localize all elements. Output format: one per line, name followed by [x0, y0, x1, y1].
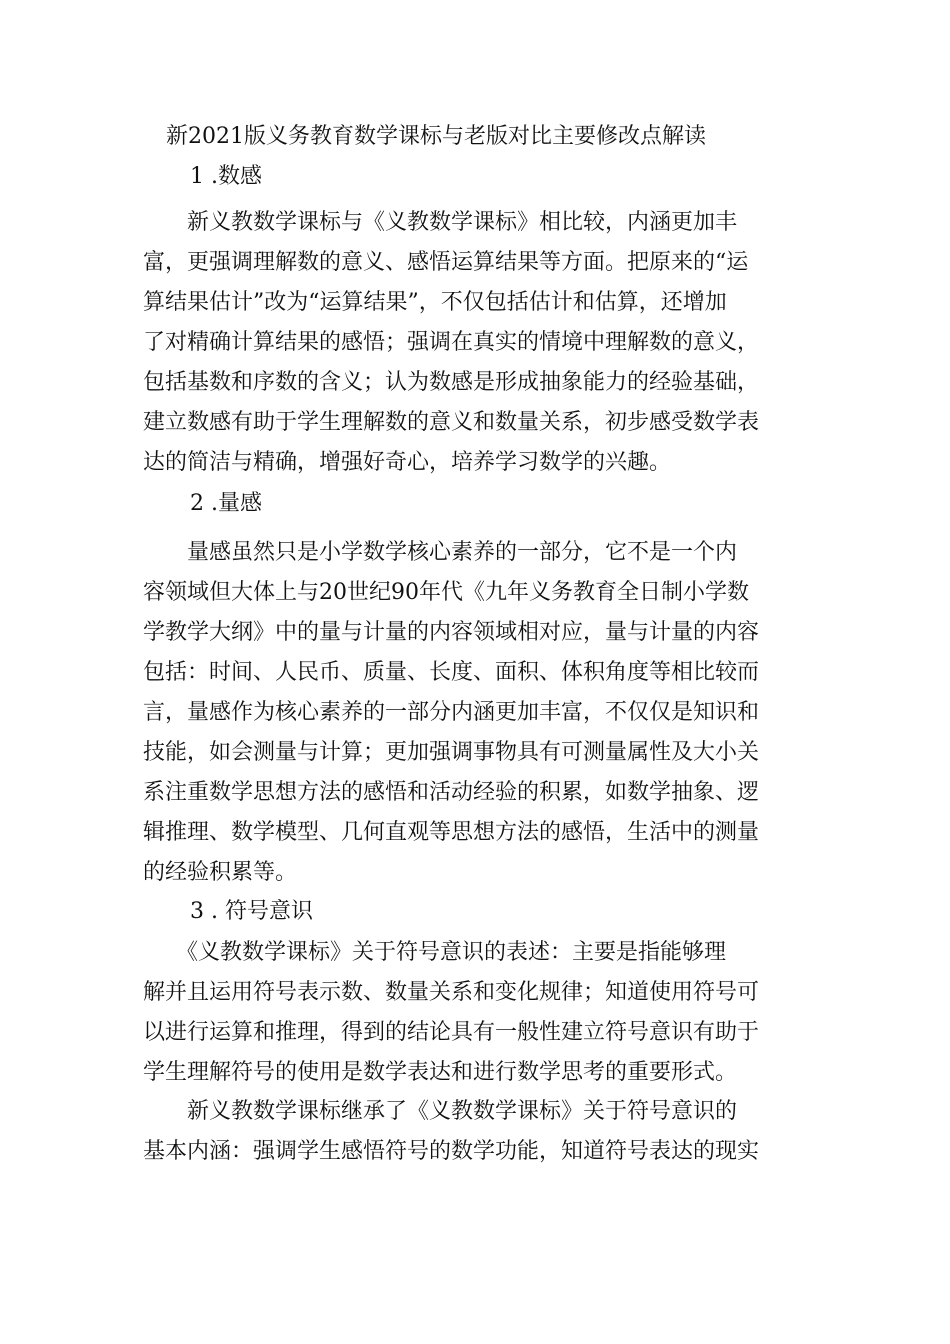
paragraph-line: 容领域但大体上与20世纪90年代《九年义务教育全日制小学数 — [143, 580, 749, 605]
section-heading-number-sense: 1 .数感 — [190, 164, 262, 189]
paragraph-line: 学教学大纲》中的量与计量的内容领域相对应，量与计量的内容 — [143, 620, 760, 645]
document-title: 新2021版义务教育数学课标与老版对比主要修改点解读 — [166, 124, 706, 149]
paragraph-line: 建立数感有助于学生理解数的意义和数量关系，初步感受数学表 — [143, 410, 760, 435]
paragraph-line: 新义教数学课标继承了《义教数学课标》关于符号意识的 — [143, 1099, 738, 1124]
paragraph-line: 的经验积累等。 — [143, 860, 298, 885]
paragraph-line: 算结果估计”改为“运算结果”，不仅包括估计和估算，还增加 — [143, 290, 727, 315]
paragraph-line: 以进行运算和推理，得到的结论具有一般性建立符号意识有助于 — [143, 1020, 760, 1045]
paragraph-line: 包括：时间、人民币、质量、长度、面积、体积角度等相比较而 — [143, 660, 760, 685]
paragraph-line: 言，量感作为核心素养的一部分内涵更加丰富，不仅仅是知识和 — [143, 700, 760, 725]
paragraph-line: 新义教数学课标与《义教数学课标》相比较，内涵更加丰 — [143, 210, 738, 235]
paragraph-line: 了对精确计算结果的感悟；强调在真实的情境中理解数的意义， — [143, 330, 760, 355]
paragraph-line: 《义教数学课标》关于符号意识的表述：主要是指能够理 — [143, 940, 727, 965]
paragraph-quantity-sense — [143, 533, 813, 893]
paragraph-line: 技能，如会测量与计算；更加强调事物具有可测量属性及大小关 — [143, 740, 760, 765]
section-heading-quantity-sense: 2 .量感 — [190, 491, 262, 516]
paragraph-line: 系注重数学思想方法的感悟和活动经验的积累，如数学抽象、逻 — [143, 780, 760, 805]
paragraph-line: 解并且运用符号表示数、数量关系和变化规律；知道使用符号可 — [143, 980, 760, 1005]
paragraph-line: 学生理解符号的使用是数学表达和进行数学思考的重要形式。 — [143, 1060, 738, 1085]
section-heading-symbol-awareness: 3 . 符号意识 — [190, 899, 313, 924]
paragraph-line: 包括基数和序数的含义；认为数感是形成抽象能力的经验基础， — [143, 370, 760, 395]
paragraph-line: 达的简洁与精确，增强好奇心，培养学习数学的兴趣。 — [143, 450, 672, 475]
paragraph-line: 量感虽然只是小学数学核心素养的一部分，它不是一个内 — [143, 540, 738, 565]
paragraph-line: 辑推理、数学模型、几何直观等思想方法的感悟，生活中的测量 — [143, 820, 760, 845]
paragraph-number-sense — [143, 203, 813, 483]
paragraph-line: 基本内涵：强调学生感悟符号的数学功能，知道符号表达的现实 — [143, 1139, 760, 1164]
paragraph-line: 富，更强调理解数的意义、感悟运算结果等方面。把原来的“运 — [143, 250, 749, 275]
paragraph-symbol-awareness-1 — [143, 933, 813, 1093]
paragraph-symbol-awareness-2 — [143, 1092, 813, 1172]
